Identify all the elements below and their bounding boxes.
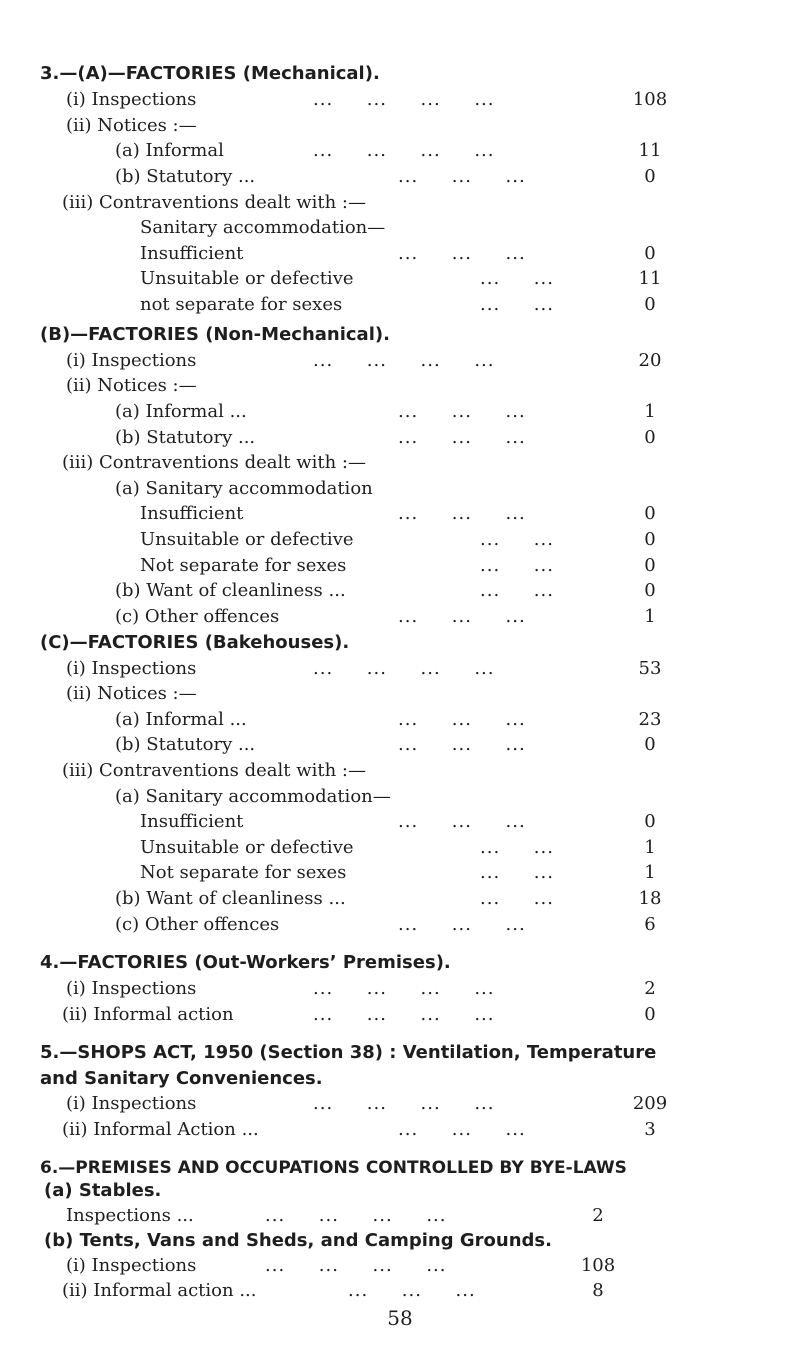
item-value: 18 xyxy=(638,888,662,909)
leader-dots: ... ... ... ... xyxy=(313,658,495,679)
leader-dots: ... ... xyxy=(480,529,554,550)
item-value: 6 xyxy=(644,914,656,935)
item-value: 11 xyxy=(638,140,662,161)
leader-dots: ... ... xyxy=(480,888,554,909)
item-label: Insufficient xyxy=(140,503,244,524)
item-label: (i) Inspections xyxy=(66,658,197,679)
item-label: (ii) Informal action xyxy=(62,1004,234,1025)
list-item xyxy=(0,835,800,861)
list-item xyxy=(0,860,800,886)
item-label: (i) Inspections xyxy=(66,978,197,999)
item-label: (i) Inspections xyxy=(66,89,197,110)
item-label: (a) Informal xyxy=(115,140,224,161)
section4-heading: 4.—FACTORIES (Out-Workers’ Premises). xyxy=(40,952,451,973)
list-item xyxy=(0,681,800,707)
item-label: (b) Want of cleanliness ... xyxy=(115,888,346,909)
leader-dots: ... ... ... xyxy=(398,401,526,422)
list-item xyxy=(0,266,800,292)
item-value: 0 xyxy=(644,811,656,832)
item-value: 108 xyxy=(580,1255,616,1276)
list-item xyxy=(0,809,800,835)
item-label: (i) Inspections xyxy=(66,1255,197,1276)
item-label: (i) Inspections xyxy=(66,1093,197,1114)
list-item xyxy=(0,450,800,476)
list-item xyxy=(0,87,800,113)
stables-heading: (a) Stables. xyxy=(44,1180,162,1201)
leader-dots: ... ... ... xyxy=(398,243,526,264)
item-value: 0 xyxy=(644,427,656,448)
item-label: (a) Informal ... xyxy=(115,401,247,422)
section5-heading-row-2 xyxy=(0,1066,800,1092)
item-label: (a) Informal ... xyxy=(115,709,247,730)
list-item xyxy=(0,1091,800,1117)
item-label: (ii) Informal Action ... xyxy=(62,1119,259,1140)
list-item xyxy=(0,1002,800,1028)
item-label: Unsuitable or defective xyxy=(140,529,354,550)
leader-dots: ... ... ... xyxy=(348,1280,476,1301)
section3-heading: 3.—(A)—FACTORIES (Mechanical). xyxy=(40,63,380,84)
item-label: Unsuitable or defective xyxy=(140,837,354,858)
item-label: (c) Other offences xyxy=(115,914,280,935)
item-label: (ii) Notices :— xyxy=(66,683,197,704)
item-label: not separate for sexes xyxy=(140,294,343,315)
list-item xyxy=(0,113,800,139)
item-value: 0 xyxy=(644,294,656,315)
list-item xyxy=(0,1203,800,1229)
list-item xyxy=(0,912,800,938)
leader-dots: ... ... xyxy=(480,268,554,289)
item-value: 0 xyxy=(644,243,656,264)
leader-dots: ... ... ... xyxy=(398,166,526,187)
section5-heading-2: and Sanitary Conveniences. xyxy=(40,1068,323,1089)
list-item xyxy=(0,1278,800,1304)
item-label: (iii) Contraventions dealt with :— xyxy=(62,452,366,473)
item-value: 2 xyxy=(592,1205,604,1226)
section5-heading: 5.—SHOPS ACT, 1950 (Section 38) : Ventilation, Temperature xyxy=(40,1042,657,1063)
item-value: 3 xyxy=(644,1119,656,1140)
section3b-heading-row xyxy=(0,322,800,348)
item-label: (b) Statutory ... xyxy=(115,734,256,755)
list-item xyxy=(0,604,800,630)
list-item xyxy=(0,732,800,758)
leader-dots: ... ... ... ... xyxy=(313,978,495,999)
item-label: Insufficient xyxy=(140,811,244,832)
section6-heading: 6.—PREMISES AND OCCUPATIONS CONTROLLED BY BYE-LAWS xyxy=(40,1158,627,1178)
item-value: 1 xyxy=(644,862,656,883)
item-value: 1 xyxy=(644,837,656,858)
item-value: 1 xyxy=(644,401,656,422)
leader-dots: ... ... ... xyxy=(398,606,526,627)
item-label: Inspections ... xyxy=(66,1205,194,1226)
item-value: 209 xyxy=(632,1093,668,1114)
leader-dots: ... ... ... ... xyxy=(313,1093,495,1114)
item-label: (iii) Contraventions dealt with :— xyxy=(62,760,366,781)
item-label: (iii) Contraventions dealt with :— xyxy=(62,192,366,213)
leader-dots: ... ... xyxy=(480,837,554,858)
list-item xyxy=(0,976,800,1002)
list-item xyxy=(0,656,800,682)
list-item xyxy=(0,425,800,451)
section5-heading-row xyxy=(0,1040,800,1066)
leader-dots: ... ... xyxy=(480,294,554,315)
item-label: (b) Want of cleanliness ... xyxy=(115,580,346,601)
item-label: (a) Sanitary accommodation xyxy=(115,478,373,499)
list-item xyxy=(0,399,800,425)
item-label: (ii) Informal action ... xyxy=(62,1280,257,1301)
item-label: (ii) Notices :— xyxy=(66,115,197,136)
list-item xyxy=(0,1253,800,1279)
list-item xyxy=(0,164,800,190)
list-item xyxy=(0,1178,800,1204)
section3-heading-row xyxy=(0,61,800,87)
leader-dots: ... ... ... ... xyxy=(313,140,495,161)
item-label: Insufficient xyxy=(140,243,244,264)
list-item xyxy=(0,758,800,784)
list-item xyxy=(0,138,800,164)
item-value: 23 xyxy=(638,709,662,730)
leader-dots: ... ... ... xyxy=(398,427,526,448)
leader-dots: ... ... ... xyxy=(398,1119,526,1140)
leader-dots: ... ... ... ... xyxy=(265,1205,447,1226)
list-item xyxy=(0,190,800,216)
list-item xyxy=(0,348,800,374)
item-value: 0 xyxy=(644,1004,656,1025)
section3c-heading-row xyxy=(0,630,800,656)
item-label: (ii) Notices :— xyxy=(66,375,197,396)
leader-dots: ... ... ... xyxy=(398,734,526,755)
list-item xyxy=(0,215,800,241)
list-item xyxy=(0,1228,800,1254)
item-value: 0 xyxy=(644,503,656,524)
item-label: (b) Statutory ... xyxy=(115,427,256,448)
item-value: 0 xyxy=(644,734,656,755)
item-value: 1 xyxy=(644,606,656,627)
item-label: (c) Other offences xyxy=(115,606,280,627)
list-item xyxy=(0,527,800,553)
leader-dots: ... ... ... ... xyxy=(313,350,495,371)
list-item xyxy=(0,1117,800,1143)
list-item xyxy=(0,578,800,604)
item-value: 0 xyxy=(644,580,656,601)
item-value: 2 xyxy=(644,978,656,999)
item-label: Not separate for sexes xyxy=(140,555,347,576)
section4-heading-row xyxy=(0,950,800,976)
list-item xyxy=(0,373,800,399)
list-item xyxy=(0,292,800,318)
item-label: Not separate for sexes xyxy=(140,862,347,883)
tents-heading: (b) Tents, Vans and Sheds, and Camping Grounds. xyxy=(44,1230,552,1251)
item-label: (i) Inspections xyxy=(66,350,197,371)
list-item xyxy=(0,784,800,810)
leader-dots: ... ... ... ... xyxy=(265,1255,447,1276)
item-value: 0 xyxy=(644,166,656,187)
item-value: 11 xyxy=(638,268,662,289)
item-label: (b) Statutory ... xyxy=(115,166,256,187)
item-value: 108 xyxy=(632,89,668,110)
leader-dots: ... ... xyxy=(480,555,554,576)
list-item xyxy=(0,553,800,579)
item-label: (a) Sanitary accommodation— xyxy=(115,786,391,807)
leader-dots: ... ... ... ... xyxy=(313,89,495,110)
list-item xyxy=(0,886,800,912)
item-value: 53 xyxy=(638,658,662,679)
list-item xyxy=(0,501,800,527)
section3c-heading: (C)—FACTORIES (Bakehouses). xyxy=(40,632,350,653)
leader-dots: ... ... xyxy=(480,862,554,883)
page-number: 58 xyxy=(387,1306,413,1330)
item-value: 20 xyxy=(638,350,662,371)
leader-dots: ... ... ... xyxy=(398,811,526,832)
item-label: Sanitary accommodation— xyxy=(140,217,386,238)
item-label: Unsuitable or defective xyxy=(140,268,354,289)
item-value: 0 xyxy=(644,555,656,576)
leader-dots: ... ... ... xyxy=(398,709,526,730)
section3b-heading: (B)—FACTORIES (Non-Mechanical). xyxy=(40,324,390,345)
leader-dots: ... ... ... ... xyxy=(313,1004,495,1025)
item-value: 8 xyxy=(592,1280,604,1301)
item-value: 0 xyxy=(644,529,656,550)
leader-dots: ... ... xyxy=(480,580,554,601)
leader-dots: ... ... ... xyxy=(398,503,526,524)
leader-dots: ... ... ... xyxy=(398,914,526,935)
list-item xyxy=(0,476,800,502)
list-item xyxy=(0,241,800,267)
list-item xyxy=(0,707,800,733)
